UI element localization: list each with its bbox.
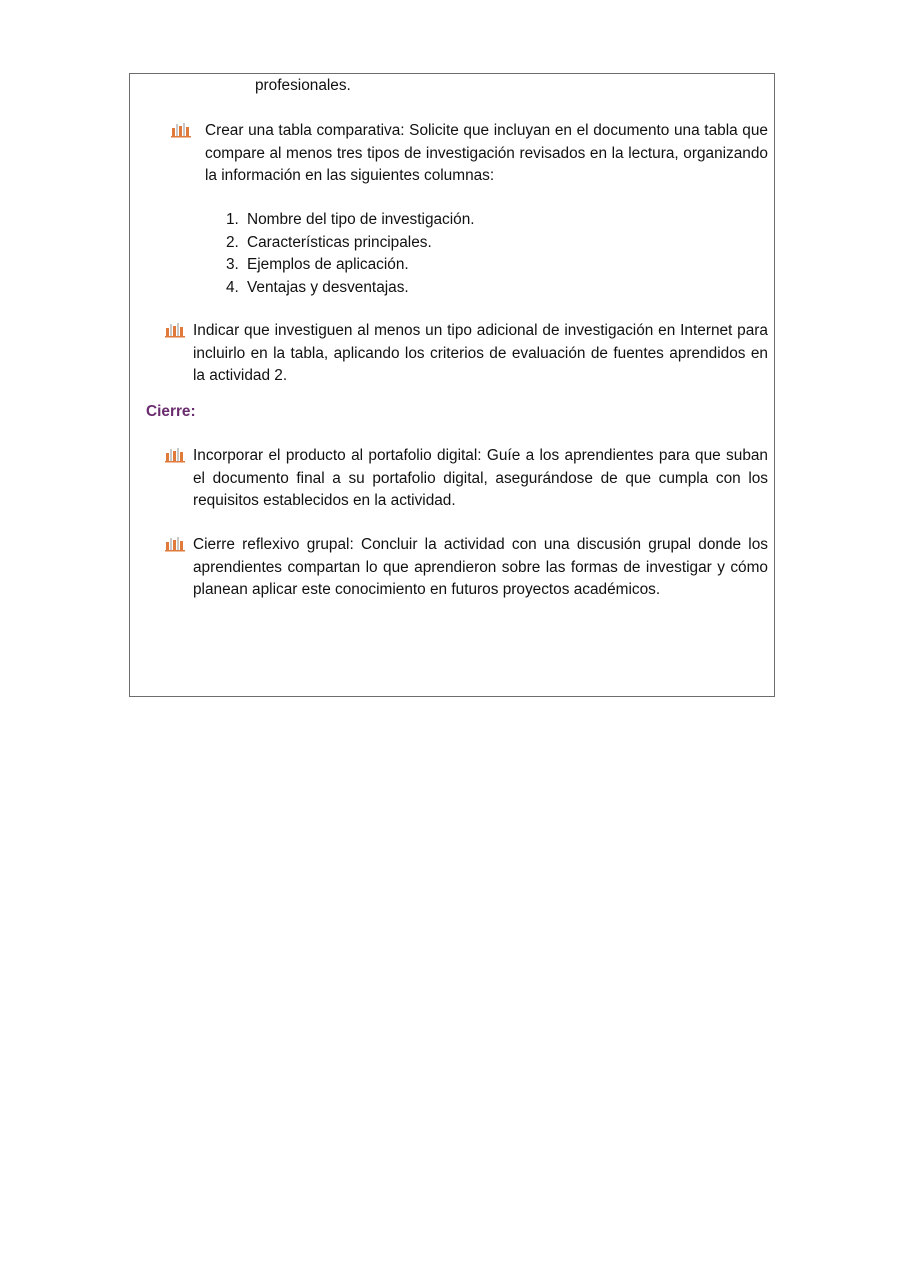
continuation-text: profesionales.: [255, 77, 351, 94]
list-item: 1. Nombre del tipo de investigación.: [226, 211, 475, 228]
list-item: 4. Ventajas y desventajas.: [226, 278, 409, 296]
bullet-text: Indicar que investiguen al menos un tipo adicional de investigación en Internet para incluirlo en la tabla, aplicando los criterios de evaluación de fuentes aprendidos en la actividad 2.: [193, 322, 768, 384]
orange-bars-bullet-icon: [165, 447, 187, 463]
list-item: 2. Características principales.: [226, 233, 432, 251]
list-item: 3. Ejemplos de aplicación.: [226, 256, 409, 273]
orange-bars-bullet-icon: [171, 122, 193, 138]
bullet-text: Incorporar el producto al portafolio digital: Guíe a los aprendientes para que suban el documento final a su portafolio digital, asegurándose de que cumpla con los requisitos establecidos en la actividad.: [193, 447, 768, 509]
orange-bars-bullet-icon: [165, 536, 187, 552]
section-heading-cierre: Cierre:: [146, 403, 196, 420]
bullet-text: Crear una tabla comparativa: Solicite que incluyan en el documento una tabla que compare al menos tres tipos de investigación revisados en la lectura, organizando la información en las siguientes columnas:: [205, 122, 768, 184]
orange-bars-bullet-icon: [165, 322, 187, 338]
bullet-text: Cierre reflexivo grupal: Concluir la actividad con una discusión grupal donde los aprendientes compartan lo que aprendieron sobre las formas de investigar y cómo planean aplicar este conocimiento en futuros proyectos académicos.: [193, 536, 768, 598]
columns-list: [226, 209, 475, 299]
